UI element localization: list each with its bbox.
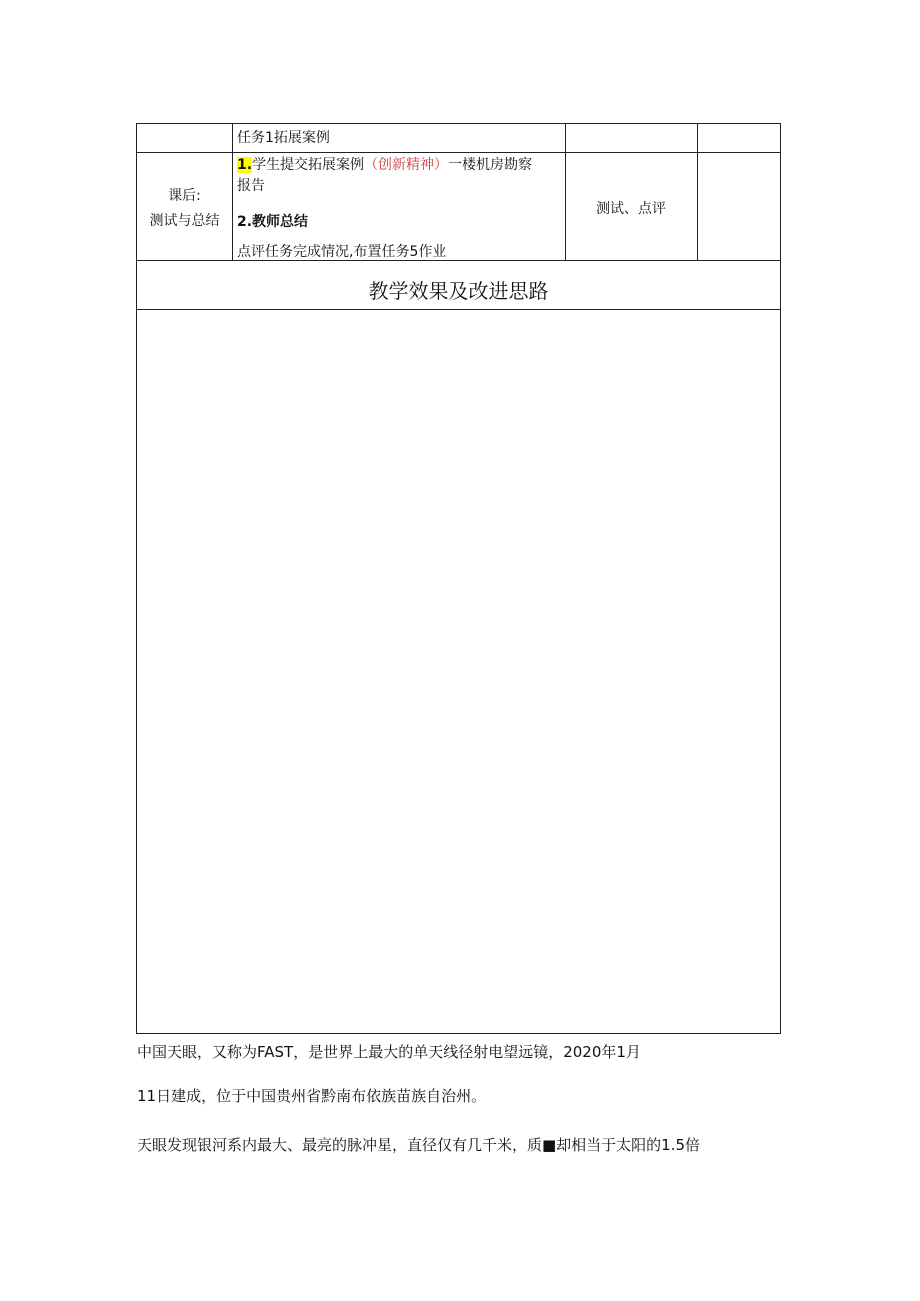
item1-number: 1. [237, 157, 253, 173]
paragraph-3: 天眼发现银河系内最大、最亮的脉冲星，直径仅有几千米，质■却相当于太阳的1.5倍 [137, 1136, 701, 1154]
paragraph-2: 11日建成，位于中国贵州省黔南布依族苗族自治州。 [137, 1087, 487, 1105]
column-divider-2 [565, 124, 566, 260]
item1-line [237, 156, 532, 174]
column-divider-1 [232, 124, 233, 260]
stage-label-line1: 课后: [168, 188, 201, 204]
row1-content: 任务1拓展案例 [237, 130, 330, 146]
item3: 点评任务完成情况,布置任务5作业 [237, 244, 447, 260]
row-divider-2 [137, 260, 780, 261]
paragraph-1: 中国天眼，又称为FAST，是世界上最大的单天线径射电望远镜，2020年1月 [137, 1043, 641, 1061]
item1-text-a: 学生提交拓展案例 [252, 157, 365, 173]
item2: 2.教师总结 [237, 214, 309, 230]
section-title: 教学效果及改进思路 [368, 279, 549, 303]
column-divider-3 [697, 124, 698, 260]
item1-text-b: 一楼机房勘察 [448, 157, 533, 173]
item1-highlight: （创新精神） [364, 157, 449, 173]
item1-text-c: 报告 [237, 178, 265, 194]
method-text: 测试、点评 [596, 201, 666, 217]
lesson-plan-table [136, 123, 781, 1034]
stage-label-line2: 测试与总结 [149, 213, 220, 229]
row-divider-3 [137, 309, 780, 310]
row-divider-1 [137, 152, 780, 153]
